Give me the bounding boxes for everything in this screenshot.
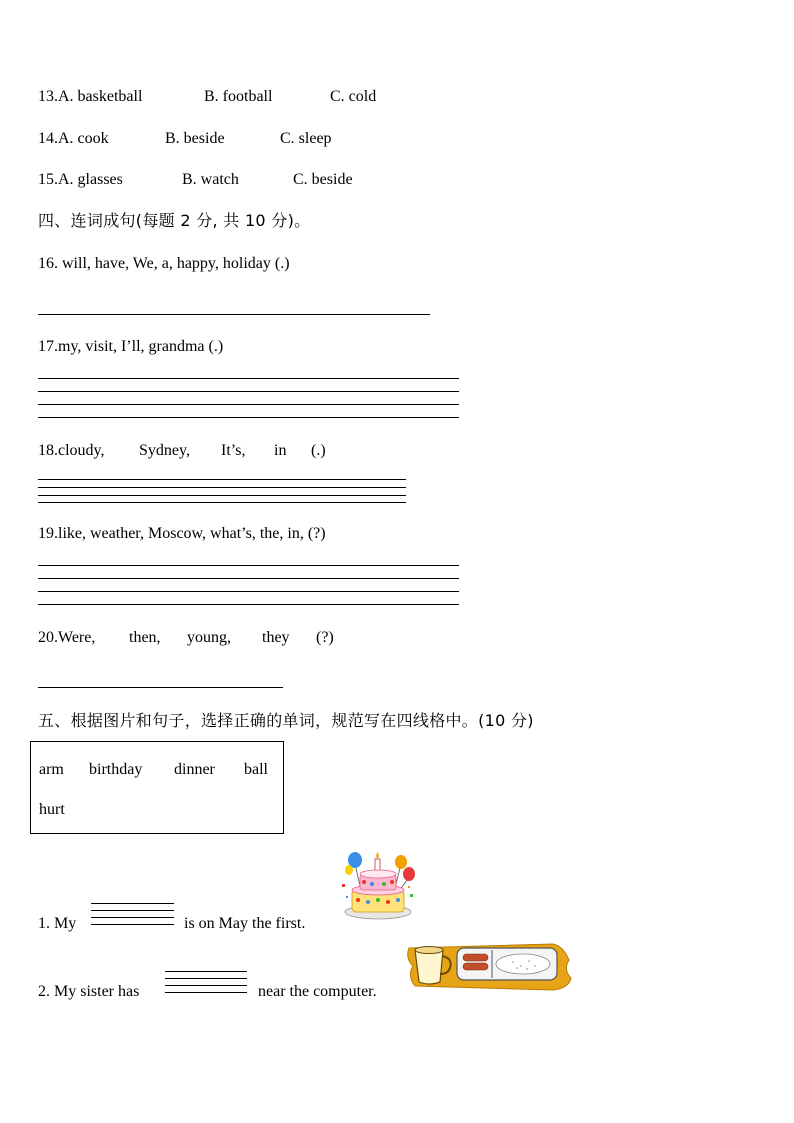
word-bank [30, 741, 284, 834]
word: they [262, 629, 290, 646]
four-line-grid[interactable] [38, 565, 459, 605]
word: in [274, 442, 287, 459]
option-b: B. football [204, 88, 273, 105]
four-line-grid[interactable] [165, 971, 247, 993]
section-4-heading: 四、连词成句(每题 2 分, 共 10 分)。 [38, 211, 311, 230]
option-c: C. beside [293, 171, 353, 188]
question-20 [38, 628, 95, 648]
option-b: B. watch [182, 171, 239, 188]
word-bank-item: arm [39, 761, 64, 778]
word: Were, [58, 629, 96, 646]
word-bank-item: ball [244, 761, 268, 778]
sentence-2-start: 2. My sister has [38, 983, 140, 1000]
option-a: A. cook [58, 130, 109, 147]
word-bank-item: dinner [174, 761, 215, 778]
section-5-heading: 五、根据图片和句子，选择正确的单词，规范写在四线格中。(10 分) [38, 711, 534, 730]
word: It’s, [221, 442, 246, 459]
option-c: C. sleep [280, 130, 332, 147]
question-15 [38, 170, 123, 190]
four-line-grid[interactable] [38, 479, 406, 503]
question-18 [38, 441, 105, 461]
sentence-1-start: 1. My [38, 915, 77, 932]
option-a: A. basketball [58, 88, 143, 105]
birthday-cake-icon [338, 850, 418, 922]
sentence-1-end: is on May the first. [184, 915, 306, 932]
four-line-grid[interactable] [38, 378, 459, 418]
four-line-grid[interactable] [91, 903, 174, 925]
option-b: B. beside [165, 130, 225, 147]
word: then, [129, 629, 161, 646]
answer-line[interactable] [38, 687, 283, 688]
word-bank-item: hurt [39, 801, 65, 818]
word: (.) [311, 442, 326, 459]
question-14 [38, 129, 109, 149]
question-16: 16. will, have, We, a, happy, holiday (.) [38, 255, 290, 272]
question-19: 19.like, weather, Moscow, what’s, the, in, (?) [38, 525, 326, 542]
word: cloudy, [58, 442, 105, 459]
question-number: 14. [38, 130, 58, 147]
option-c: C. cold [330, 88, 377, 105]
sentence-2-end: near the computer. [258, 983, 377, 1000]
question-13 [38, 87, 142, 107]
answer-line[interactable] [38, 314, 430, 315]
question-number: 15. [38, 171, 58, 188]
question-number: 20. [38, 629, 58, 646]
dinner-tray-icon [403, 938, 575, 996]
question-17: 17.my, visit, I’ll, grandma (.) [38, 338, 224, 355]
word: young, [187, 629, 231, 646]
word-bank-item: birthday [89, 761, 143, 778]
question-number: 13. [38, 88, 58, 105]
word: Sydney, [139, 442, 190, 459]
word: (?) [316, 629, 334, 646]
question-number: 18. [38, 442, 58, 459]
option-a: A. glasses [58, 171, 123, 188]
